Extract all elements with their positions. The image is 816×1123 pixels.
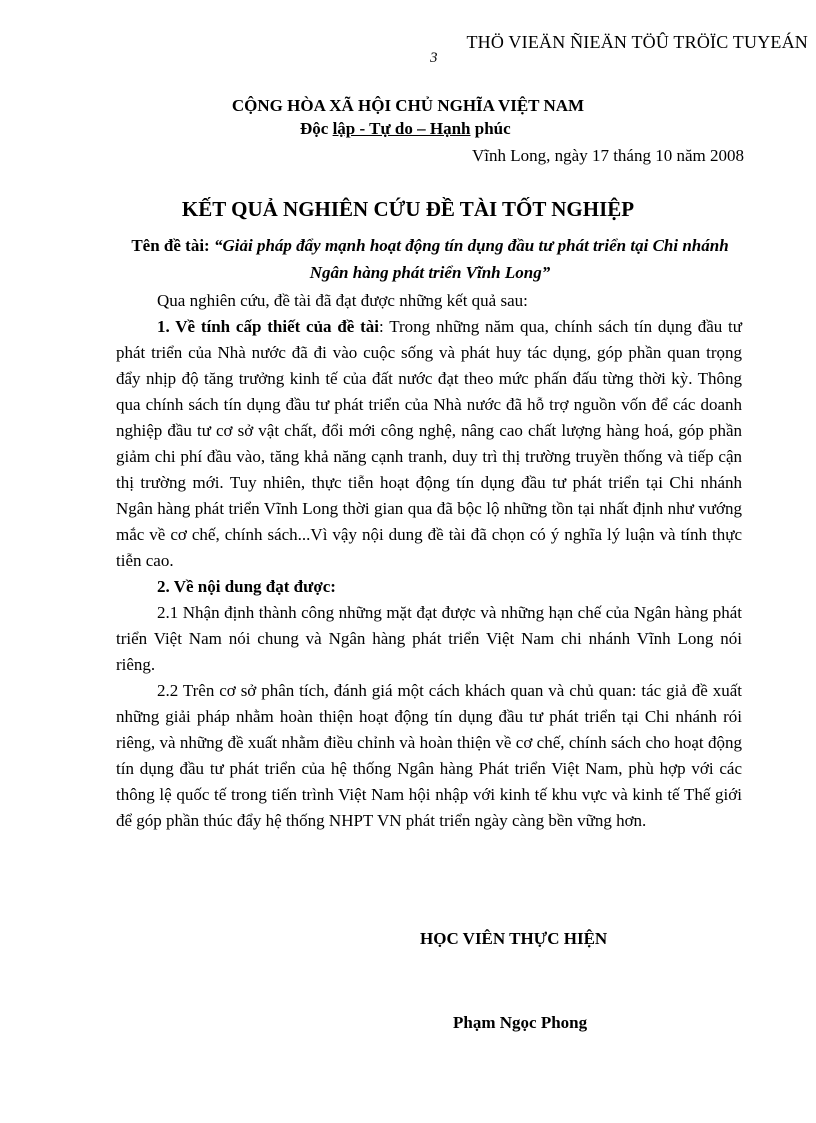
- motto-prefix: Độc: [300, 119, 333, 138]
- thesis-label: Tên đề tài:: [131, 236, 214, 255]
- item-2-2-paragraph: 2.2 Trên cơ sở phân tích, đánh giá một cách khách quan và chủ quan: tác giả đề xuất những giải pháp nhằm hoàn thiện hoạt động tín dụng đầu tư phát triển tại Chi nhánh rói riêng, và những đề xuất nhằm điều chỉnh và hoàn thiện về cơ chế, chính sách cho hoạt động tín dụng đầu tư phát triển của hệ thống Ngân hàng Phát triển Việt Nam, phù hợp với các thông lệ quốc tế trong tiến trình Việt Nam hội nhập với kinh tế khu vực và kinh tế Thế giới để góp phần thúc đẩy hệ thống NHPT VN phát triển ngày càng bền vững hơn.: [116, 681, 742, 830]
- motto-underlined: lập - Tự do – Hạnh: [332, 119, 471, 138]
- place-date-line: Vĩnh Long, ngày 17 tháng 10 năm 2008: [472, 146, 744, 165]
- section-1-paragraph: [116, 314, 742, 574]
- document-title: KẾT QUẢ NGHIÊN CỨU ĐỀ TÀI TỐT NGHIỆP: [181, 197, 635, 221]
- section-1-text: : Trong những năm qua, chính sách tín dụng đầu tư phát triển của Nhà nước đã đi vào cuộc sống và phát huy tác dụng, góp phần quan trọng đẩy nhịp độ tăng trưởng kinh tế của đất nước đạt theo mức phấn đấu từng thời kỳ. Thông qua chính sách tín dụng đầu tư phát triển của Nhà nước đã hỗ trợ nguồn vốn để các doanh nghiệp đầu tư cơ sở vật chất, đổi mới công nghệ, nâng cao chất lượng hàng hoá, góp phần giảm chi phí đầu vào, tăng khả năng cạnh tranh, duy trì thị trường truyền thống và tiếp cận thị trường mới. Tuy nhiên, thực tiễn hoạt động tín dụng đầu tư phát triển tại Chi nhánh Ngân hàng phát triển Vĩnh Long thời gian qua đã bộc lộ những tồn tại nhất định như vướng mắc về cơ chế, chính sách...Vì vậy nội dung đề tài đã chọn có ý nghĩa lý luận và tính thực tiễn cao.: [116, 317, 742, 570]
- section-1-heading: 1. Về tính cấp thiết của đề tài: [157, 317, 380, 336]
- signature-name: Phạm Ngọc Phong: [453, 1013, 588, 1032]
- section-2-heading: 2. Về nội dung đạt được:: [157, 577, 336, 596]
- thesis-title: [116, 232, 744, 286]
- thesis-name: “Giải pháp đẩy mạnh hoạt động tín dụng đầu tư phát triển tại Chi nhánh Ngân hàng phát triển Vĩnh Long”: [213, 236, 729, 282]
- national-motto: [300, 119, 511, 139]
- signature-role: HỌC VIÊN THỰC HIỆN: [420, 929, 608, 948]
- intro-paragraph: Qua nghiên cứu, đề tài đã đạt được những kết quả sau:: [157, 291, 528, 310]
- header-watermark: THÖ VIEÄN ÑIEÄN TÖÛ TRÖÏC TUYEÁN: [466, 32, 808, 52]
- document-body: [116, 288, 742, 834]
- section-2-heading-paragraph: [116, 574, 742, 600]
- motto-suffix: phúc: [470, 119, 511, 138]
- national-heading: CỘNG HÒA XÃ HỘI CHỦ NGHĨA VIỆT NAM: [231, 96, 585, 115]
- item-2-1-paragraph: 2.1 Nhận định thành công những mặt đạt được và những hạn chế của Ngân hàng phát triển Việt Nam nói chung và Ngân hàng phát triển Việt Nam chi nhánh Vĩnh Long nói riêng.: [116, 603, 742, 674]
- page-number: 3: [430, 50, 438, 66]
